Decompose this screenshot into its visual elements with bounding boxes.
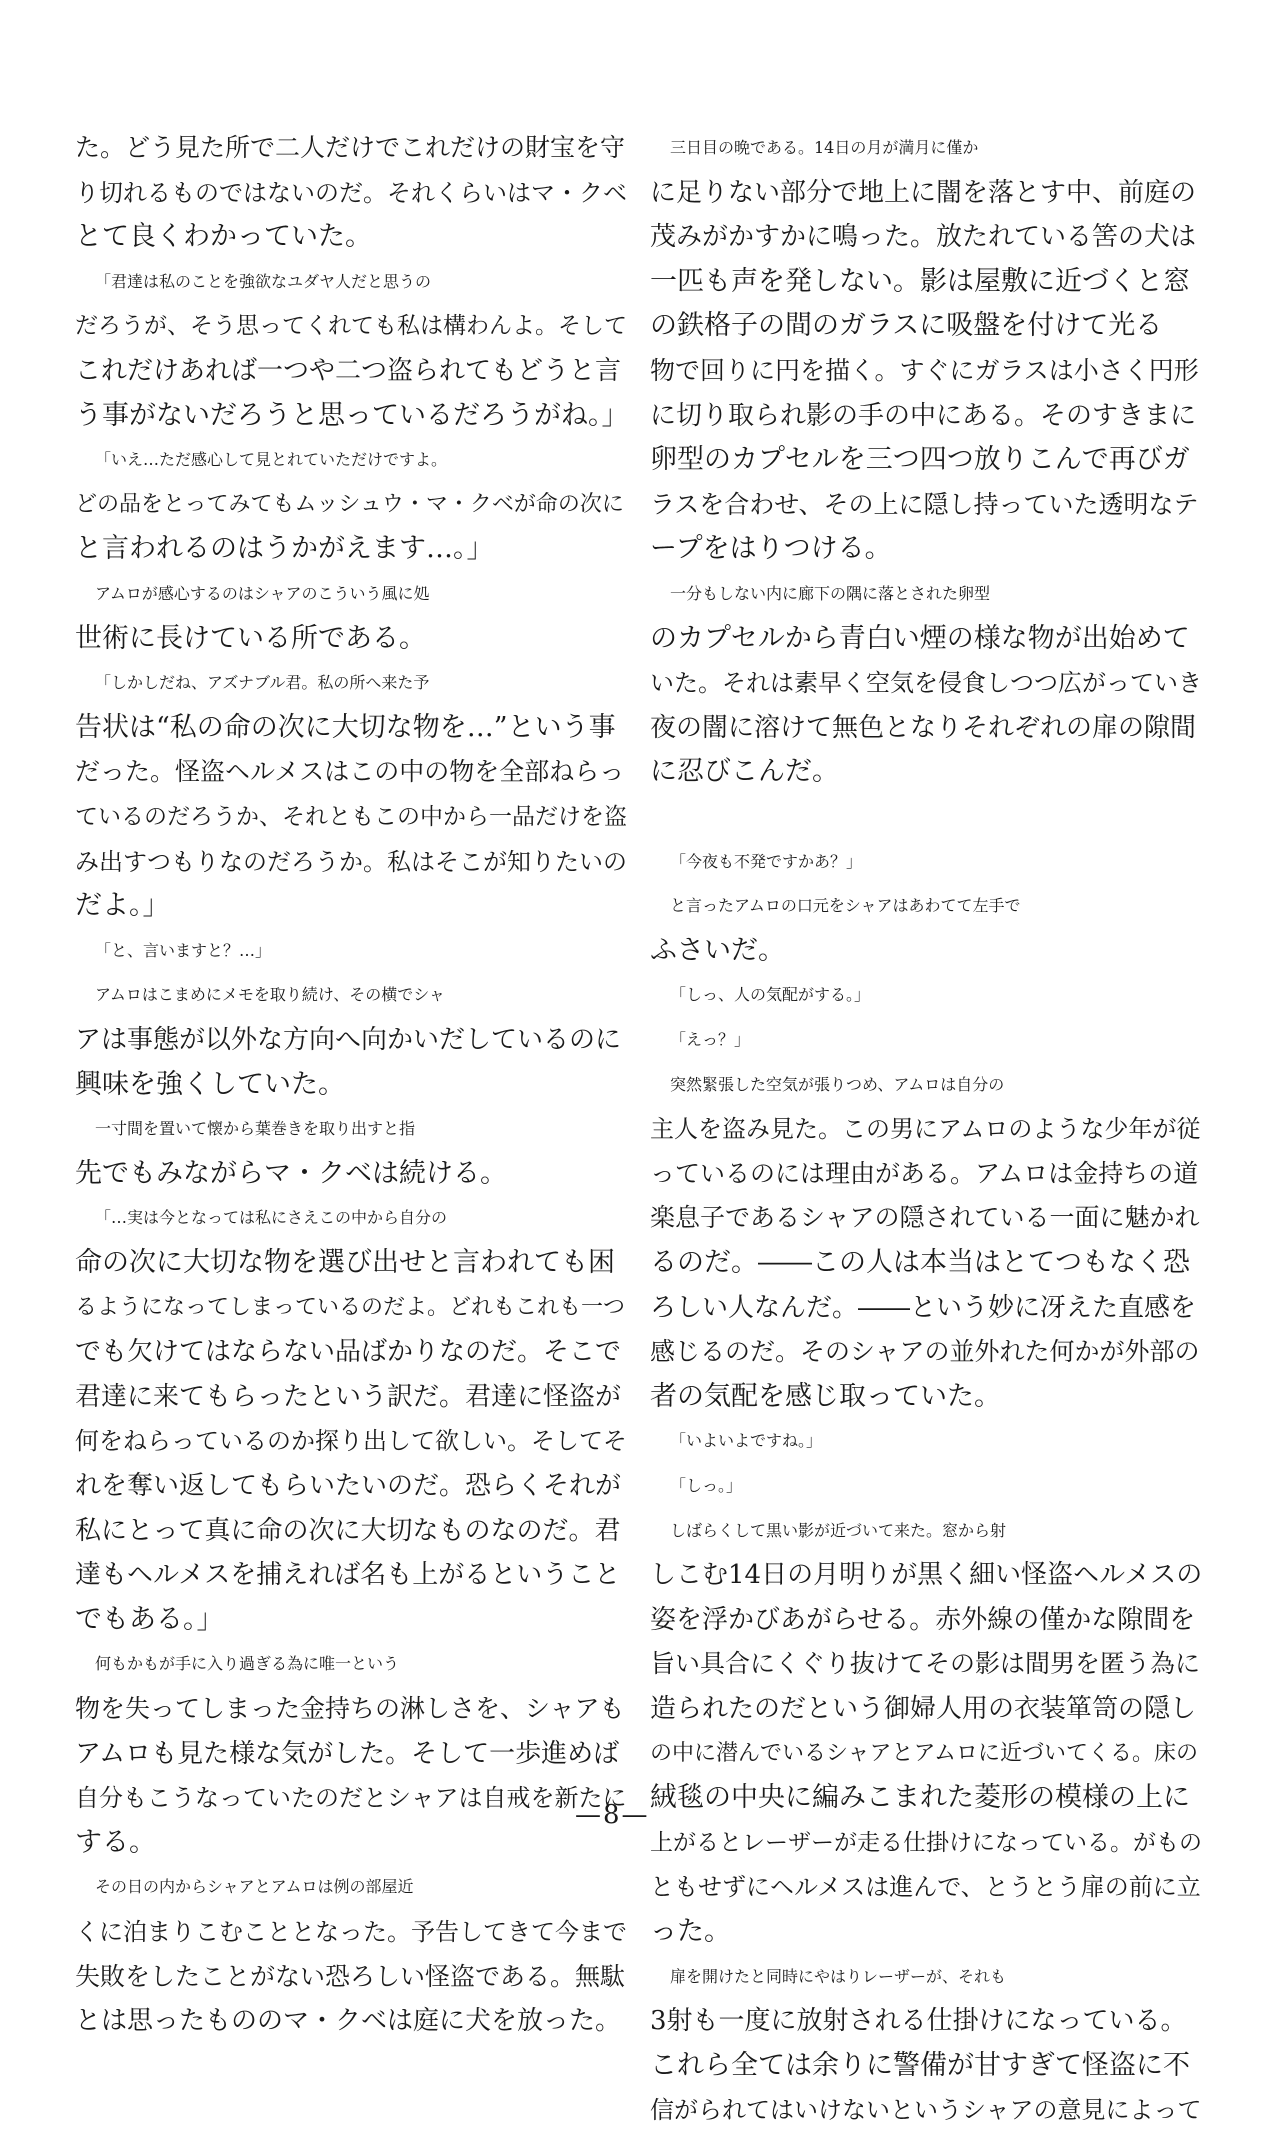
text-line: 3射も一度に放射される仕掛けになっている。 (650, 2006, 1187, 2036)
text-line: どの品をとってみてもムッシュウ・マ・クベが命の次に (75, 492, 624, 517)
text-line: の中に潜んでいるシャアとアムロに近づいてくる。床の (650, 1741, 1199, 1766)
text-line: アムロが感心するのはシャアのこういう風に処 (95, 584, 430, 603)
text-line: に切り取られ影の手の中にある。そのすきまに (650, 401, 1197, 431)
text-line: 突然緊張した空気が張りつめ、アムロは自分の (670, 1075, 1005, 1094)
page-number: —8— (575, 1800, 650, 1830)
text-line: れを奪い返してもらいたいのだ。恐らくそれが (75, 1471, 622, 1501)
text-line: 信がられてはいけないというシャアの意見によって (650, 2096, 1202, 2124)
text-line: 何をねらっているのか探り出して欲しい。そしてそ (75, 1427, 627, 1455)
text-line: ープをはりつける。 (650, 533, 892, 564)
text-line: のカプセルから青白い煙の様な物が出始めて (650, 623, 1190, 654)
text-line: 上がるとレーザーが走る仕掛けになっている。がもの (650, 1830, 1202, 1856)
text-line: これだけあれば一つや二つ盗られてもどうと言 (75, 356, 622, 386)
text-line: っているのには理由がある。アムロは金持ちの道 (650, 1159, 1199, 1188)
text-line: 「いよいよですね。」 (670, 1431, 823, 1450)
text-line: 「いえ…ただ感心して見とれていただけですよ。 (95, 450, 448, 469)
text-line: とて良くわかっていた。 (75, 221, 372, 252)
text-line: 自分もこうなっていたのだとシャアは自戒を新たに (75, 1784, 627, 1812)
text-line: 世術に長けている所である。 (75, 623, 426, 654)
text-line: 「しかしだね、アズナブル君。私の所へ来た予 (95, 673, 430, 692)
text-line: ラスを合わせ、その上に隠し持っていた透明なテ (650, 490, 1199, 519)
text-line: 旨い具合にくぐり抜けてその影は間男を匿う為に (650, 1649, 1201, 1678)
text-line: るようになってしまっているのだよ。どれもこれも一つ (75, 1295, 626, 1320)
text-line: 楽息子であるシャアの隠されている一面に魅かれ (650, 1203, 1200, 1232)
text-line: だろうが、そう思ってくれても私は構わんよ。そして (75, 313, 627, 339)
text-line: 失敗をしたことがない恐ろしい怪盗である。無駄 (75, 1962, 626, 1991)
text-line: ろしい人なんだ。――という妙に冴えた直感を (650, 1293, 1197, 1323)
text-line: だった。怪盗ヘルメスはこの中の物を全部ねらっ (75, 757, 625, 786)
text-line: 達もヘルメスを捕えれば名も上がるということ (75, 1560, 621, 1590)
text-line (650, 799, 1205, 843)
text-line: 「君達は私のことを強欲なユダヤ人だと思うの (95, 272, 432, 291)
text-line: 姿を浮かびあがらせる。赤外線の僅かな隙間を (650, 1605, 1196, 1635)
text-line: でも欠けてはならない品ばかりなのだ。そこで (75, 1337, 622, 1367)
text-line: 者の気配を感じ取っていた。 (650, 1381, 1001, 1412)
text-line: 「しっ。」 (670, 1476, 743, 1495)
text-line: ともせずにヘルメスは進んで、とうとう扉の前に立 (650, 1873, 1201, 1901)
text-line: 主人を盗み見た。この男にアムロのような少年が従 (650, 1115, 1201, 1143)
text-line: でもある。」 (75, 1604, 224, 1635)
text-line: う事がないだろうと思っているだろうがね。」 (75, 400, 629, 431)
text-line: だよ。」 (75, 890, 170, 921)
text-line: 一分もしない内に廊下の隅に落とされた卵型 (670, 584, 991, 603)
text-line: 「今夜も不発ですかあ？」 (670, 852, 863, 871)
text-line: 一寸間を置いて懐から葉巻きを取り出すと指 (95, 1119, 416, 1138)
text-line: いた。それは素早く空気を侵食しつつ広がっていき (650, 669, 1202, 697)
text-line: 何もかもが手に入り過ぎる為に唯一という (95, 1654, 400, 1673)
text-line: アムロはこまめにメモを取り続け、その横でシャ (95, 985, 445, 1004)
text-line: くに泊まりこむこととなった。予告してきて今まで (75, 1918, 627, 1946)
text-line: 「と、言いますと？…」 (95, 941, 272, 960)
text-line: 感じるのだ。そのシャアの並外れた何かが外部の (650, 1337, 1200, 1366)
text-line: 命の次に大切な物を選び出せと言われても困 (75, 1247, 615, 1278)
text-line: 告状は“私の命の次に大切な物を…”という事 (75, 712, 616, 743)
text-line: する。 (75, 1827, 156, 1858)
text-line: 「しっ、人の気配がする。」 (670, 985, 871, 1004)
text-line: ふさいだ。 (650, 935, 785, 966)
text-line: アは事態が以外な方向へ向かいだしているのに (75, 1025, 622, 1055)
text-line: しこむ14日の月明りが黒く細い怪盗ヘルメスの (650, 1560, 1203, 1590)
text-line: に足りない部分で地上に闇を落とす中、前庭の (650, 178, 1197, 208)
text-line: 「えっ？」 (670, 1030, 751, 1049)
text-line: り切れるものではないのだ。それくらいはマ・クベ (75, 179, 627, 207)
text-line: った。 (650, 1916, 731, 1947)
text-line: み出すつもりなのだろうか。私はそこが知りたいの (75, 848, 627, 876)
text-line: 一匹も声を発しない。影は屋敷に近づくと窓 (650, 266, 1190, 297)
text-line: ているのだろうか、それともこの中から一品だけを盗 (75, 804, 627, 830)
text-line: に忍びこんだ。 (650, 756, 839, 787)
text-line: 興味を強くしていた。 (75, 1069, 345, 1100)
text-line: アムロも見た様な気がした。そして一歩進めば (75, 1739, 620, 1769)
text-line: 絨毯の中央に編みこまれた菱形の模様の上に (650, 1782, 1190, 1813)
text-line: 卵型のカプセルを三つ四つ放りこんで再びガ (650, 444, 1190, 475)
text-line: 私にとって真に命の次に大切なものなのだ。君 (75, 1516, 621, 1546)
text-line: た。どう見た所で二人だけでこれだけの財宝を守 (75, 133, 626, 162)
text-line: の鉄格子の間のガラスに吸盤を付けて光る (650, 310, 1163, 341)
text-line: その日の内からシャアとアムロは例の部屋近 (95, 1877, 414, 1896)
text-line: 扉を開けたと同時にやはりレーザーが、それも (670, 1967, 1007, 1986)
text-line: 先でもみながらマ・クベは続ける。 (75, 1158, 507, 1189)
text-line: と言われるのはうかがえます…。」 (75, 533, 494, 564)
text-line: 「…実は今となっては私にさえこの中から自分の (95, 1208, 448, 1227)
text-line: 夜の闇に溶けて無色となりそれぞれの扉の隙間 (650, 713, 1197, 743)
text-line: 造られたのだという御婦人用の衣装箪笥の隠し (650, 1694, 1197, 1724)
text-line: るのだ。――この人は本当はとてつもなく恐 (650, 1247, 1190, 1278)
text-line: 茂みがかすかに鳴った。放たれている筈の犬は (650, 222, 1197, 252)
text-line: 君達に来てもらったという訳だ。君達に怪盗が (75, 1382, 622, 1412)
text-line: と言ったアムロの口元をシャアはあわてて左手で (670, 896, 1021, 915)
text-line: 三日目の晩である。14日の月が満月に僅か (670, 138, 979, 157)
text-line: これら全ては余りに警備が甘すぎて怪盗に不 (650, 2050, 1190, 2081)
text-line: しばらくして黒い影が近づいて来た。窓から射 (670, 1521, 1007, 1540)
text-line: 物を失ってしまった金持ちの淋しさを、シャアも (75, 1694, 625, 1723)
text-line: 物で回りに円を描く。すぐにガラスは小さく円形 (650, 356, 1199, 385)
text-line: とは思ったもののマ・クベは庭に犬を放った。 (75, 2006, 622, 2036)
